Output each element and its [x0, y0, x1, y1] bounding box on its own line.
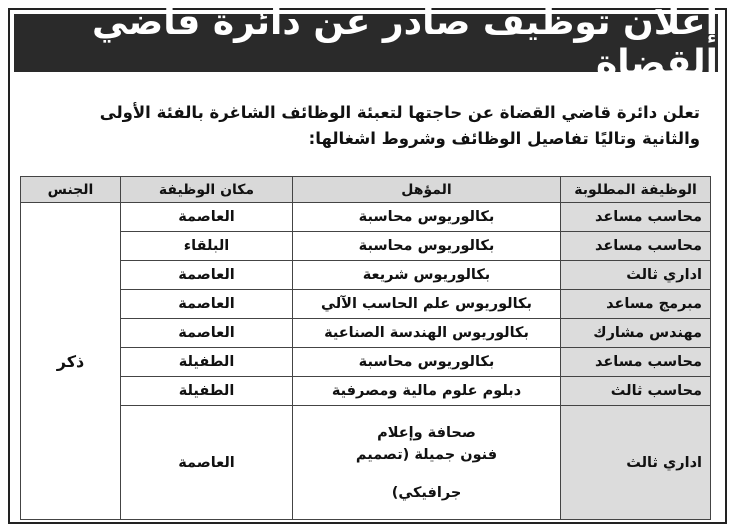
position-cell: اداري ثالث — [561, 406, 711, 520]
table-header-row — [21, 177, 711, 203]
qualification-line: جرافيكي) — [391, 484, 462, 501]
location-cell: العاصمة — [121, 319, 293, 348]
header-gender: الجنس — [21, 177, 121, 203]
table-row — [21, 203, 711, 232]
qualification-cell: بكالوريوس علم الحاسب الآلي — [293, 290, 561, 319]
location-cell: الطفيلة — [121, 348, 293, 377]
location-cell: الطفيلة — [121, 377, 293, 406]
gender-cell: ذكر — [21, 203, 121, 520]
jobs-table — [20, 176, 711, 520]
qualification-cell: بكالوريوس الهندسة الصناعية — [293, 319, 561, 348]
intro-line-1: تعلن دائرة قاضي القضاة عن حاجتها لتعبئة الوظائف الشاغرة بالفئة الأولى — [99, 103, 700, 122]
table-row — [21, 377, 711, 406]
table-row — [21, 232, 711, 261]
qualification-cell: بكالوريوس شريعة — [293, 261, 561, 290]
intro-line-2: والثانية وتاليًا تفاصيل الوظائف وشروط اشغالها: — [308, 129, 700, 148]
qualification-cell: بكالوريوس محاسبة — [293, 203, 561, 232]
position-cell: محاسب مساعد — [561, 203, 711, 232]
location-cell: العاصمة — [121, 203, 293, 232]
table-row — [21, 406, 711, 520]
location-cell: العاصمة — [121, 290, 293, 319]
position-cell: محاسب مساعد — [561, 232, 711, 261]
qualification-cell: دبلوم علوم مالية ومصرفية — [293, 377, 561, 406]
position-cell: مهندس مشارك — [561, 319, 711, 348]
qualification-line: صحافة وإعلام — [377, 424, 476, 441]
ad-title-banner — [14, 2, 718, 84]
table-row — [21, 348, 711, 377]
position-cell: اداري ثالث — [561, 261, 711, 290]
table-row — [21, 290, 711, 319]
location-cell: العاصمة — [121, 261, 293, 290]
position-cell: محاسب ثالث — [561, 377, 711, 406]
location-cell: البلقاء — [121, 232, 293, 261]
position-cell: مبرمج مساعد — [561, 290, 711, 319]
table-row — [21, 261, 711, 290]
qualification-cell: بكالوريوس محاسبة — [293, 348, 561, 377]
intro-text — [20, 100, 700, 152]
position-cell: محاسب مساعد — [561, 348, 711, 377]
qualification-cell: بكالوريوس محاسبة — [293, 232, 561, 261]
line-gap — [299, 466, 554, 482]
header-position: الوظيفة المطلوبة — [561, 177, 711, 203]
header-qualification: المؤهل — [293, 177, 561, 203]
ad-title: إعلان توظيف صادر عن دائرة قاضي القضاة — [92, 2, 718, 84]
qualification-line: فنون جميلة (تصميم — [355, 446, 498, 463]
qualification-cell — [293, 406, 561, 520]
header-location: مكان الوظيفة — [121, 177, 293, 203]
table-row — [21, 319, 711, 348]
location-cell: العاصمة — [121, 406, 293, 520]
